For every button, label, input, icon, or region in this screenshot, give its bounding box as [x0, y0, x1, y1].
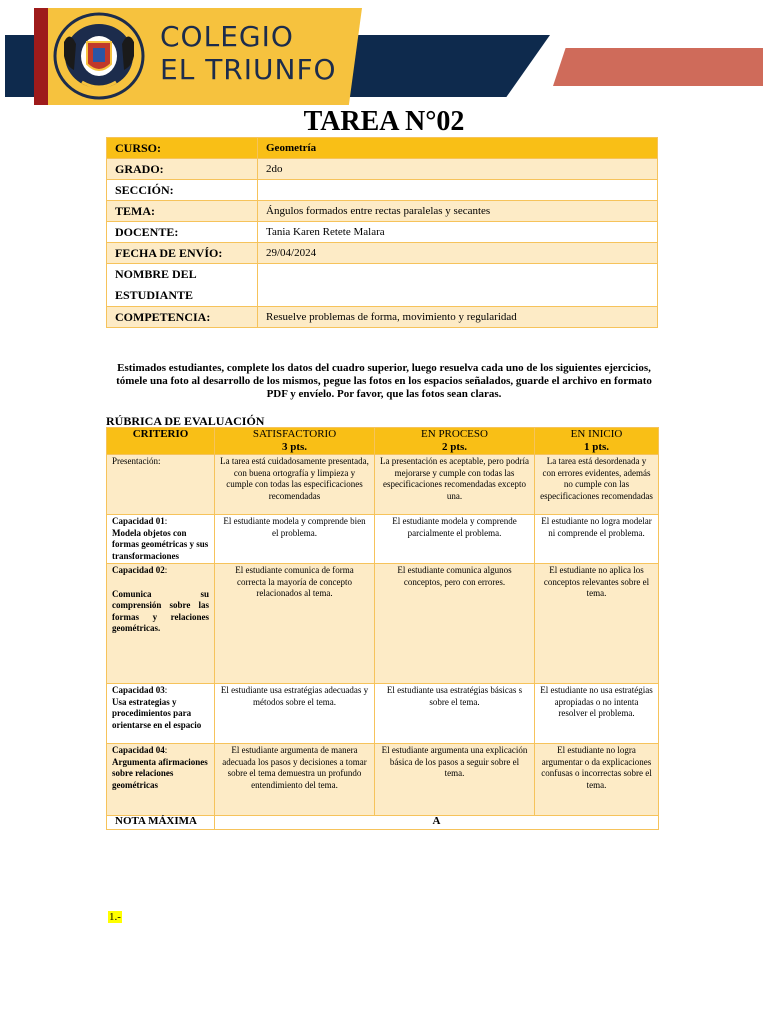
- rubric-row-capacidad-03: [107, 684, 659, 744]
- rubric-capacity: Capacidad 03: [112, 685, 165, 695]
- rubric-cell: El estudiante no logra modelar ni comprende el problema.: [535, 515, 659, 564]
- info-value: Geometría: [258, 138, 658, 159]
- rubric-capacity-desc: Usa estrategias y procedimientos para orientarse en el espacio: [112, 696, 202, 730]
- info-value: Tania Karen Retete Malara: [258, 222, 658, 243]
- info-label: CURSO:: [107, 138, 258, 159]
- info-row-seccion: [107, 180, 658, 201]
- header-left-stripe: [34, 8, 48, 105]
- rubric-cell: El estudiante argumenta una explicación básica de los pasos a seguir sobre el tema.: [375, 744, 535, 816]
- info-value: Resuelve problemas de forma, movimiento y regularidad: [258, 307, 658, 328]
- rubric-header-en-proceso: [375, 428, 535, 455]
- info-row-curso: [107, 138, 658, 159]
- rubric-header-en-inicio: [535, 428, 659, 455]
- school-name-line2: EL TRIUNFO: [160, 53, 337, 86]
- info-label: SECCIÓN:: [107, 180, 258, 201]
- info-value: 2do: [258, 159, 658, 180]
- rubric-header-row: [107, 428, 659, 455]
- rubric-cell: El estudiante comunica de forma correcta la mayoría de concepto relacionados al tema.: [215, 564, 375, 684]
- rubric-header-points: 3 pts.: [281, 441, 308, 453]
- rubric-criterion: Capacidad 03: Usa estrategias y procedimientos para orientarse en el espacio: [107, 684, 215, 744]
- page-title: TAREA N°02: [303, 106, 465, 137]
- info-row-nombre: [107, 264, 658, 307]
- info-label: NOMBRE DEL ESTUDIANTE: [107, 264, 258, 307]
- rubric-capacity: Capacidad 02: [112, 565, 165, 575]
- rubric-header-criterio: [107, 428, 215, 455]
- rubric-row-capacidad-04: [107, 744, 659, 816]
- school-name: [160, 20, 337, 86]
- info-label: GRADO:: [107, 159, 258, 180]
- rubric-title: RÚBRICA DE EVALUACIÓN: [106, 414, 265, 428]
- info-row-competencia: [107, 307, 658, 328]
- info-label: DOCENTE:: [107, 222, 258, 243]
- info-label: COMPETENCIA:: [107, 307, 258, 328]
- rubric-cell: El estudiante no logra argumentar o da explicaciones confusas o incorrectas sobre el tema.: [535, 744, 659, 816]
- rubric-row-capacidad-01: [107, 515, 659, 564]
- header-red-band: [553, 48, 763, 86]
- rubric-criterion: Presentación:: [107, 455, 215, 515]
- rubric-header-points: 1 pts.: [583, 441, 610, 453]
- rubric-capacity: Capacidad 01: [112, 516, 165, 526]
- rubric-capacity-desc: Comunica su comprensión sobre las formas y relaciones geométricas.: [112, 588, 209, 633]
- school-crest-logo: [52, 12, 146, 100]
- rubric-cell: El estudiante modela y comprende parcialmente el problema.: [375, 515, 535, 564]
- rubric-table: [106, 427, 659, 830]
- info-row-grado: [107, 159, 658, 180]
- info-label: FECHA DE ENVÍO:: [107, 243, 258, 264]
- info-row-tema: [107, 201, 658, 222]
- rubric-capacity: Capacidad 04: [112, 745, 165, 755]
- info-row-fecha: [107, 243, 658, 264]
- rubric-cell: El estudiante usa estratégias adecuadas y métodos sobre el tema.: [215, 684, 375, 744]
- rubric-header-satisfactorio: [215, 428, 375, 455]
- rubric-cell: La tarea está cuidadosamente presentada, con buena ortografía y limpieza y cumple con todas las especificaciones recomendadas: [215, 455, 375, 515]
- rubric-row-capacidad-02: [107, 564, 659, 684]
- rubric-cell: El estudiante comunica algunos conceptos, pero con errores.: [375, 564, 535, 684]
- rubric-header-label: EN PROCESO: [421, 428, 488, 440]
- school-name-line1: COLEGIO: [160, 20, 294, 53]
- rubric-capacity-desc: Argumenta afirmaciones sobre relaciones geométricas: [112, 756, 208, 790]
- question-1-label: 1.-: [109, 911, 121, 923]
- rubric-cell: El estudiante modela y comprende bien el problema.: [215, 515, 375, 564]
- info-row-docente: [107, 222, 658, 243]
- info-value: Ángulos formados entre rectas paralelas y secantes: [258, 201, 658, 222]
- rubric-header-label: CRITERIO: [132, 428, 189, 440]
- rubric-header-label: EN INICIO: [570, 428, 623, 440]
- nota-label: NOTA MÁXIMA: [107, 816, 215, 830]
- rubric-header-label: SATISFACTORIO: [252, 428, 337, 440]
- info-label: TEMA:: [107, 201, 258, 222]
- instructions-text: Estimados estudiantes, complete los datos del cuadro superior, luego resuelva cada uno de los siguientes ejercicios, tómele una foto al desarrollo de los mismos, pegue las fotos en los espacios señalados, guarde el archivo en formato PDF y envíelo. Por favor, que las fotos sean claras.: [116, 362, 652, 400]
- rubric-nota-row: [107, 816, 659, 830]
- rubric-cell: El estudiante no aplica los conceptos relevantes sobre el tema.: [535, 564, 659, 684]
- rubric-cell: La presentación es aceptable, pero podría mejorarse y cumple con todas las especificaciones recomendadas excepto una.: [375, 455, 535, 515]
- rubric-row-presentacion: [107, 455, 659, 515]
- nota-value: A: [215, 816, 659, 830]
- rubric-criterion: Capacidad 04: Argumenta afirmaciones sobre relaciones geométricas: [107, 744, 215, 816]
- rubric-cell: El estudiante no usa estratégias apropiadas o no intenta resolver el problema.: [535, 684, 659, 744]
- rubric-cell: El estudiante argumenta de manera adecuada los pasos y decisiones a tomar sobre el tema demuestra un profundo entendimiento del tema.: [215, 744, 375, 816]
- rubric-header-points: 2 pts.: [441, 441, 468, 453]
- info-value-seccion[interactable]: [258, 180, 658, 201]
- info-value-nombre[interactable]: [258, 264, 658, 307]
- rubric-criterion: Capacidad 02: Comunica su comprensión sobre las formas y relaciones geométricas.: [107, 564, 215, 684]
- rubric-capacity-desc: Modela objetos con formas geométricas y sus transformaciones: [112, 527, 209, 561]
- rubric-cell: El estudiante usa estratégias básicas s sobre el tema.: [375, 684, 535, 744]
- info-value: 29/04/2024: [258, 243, 658, 264]
- rubric-criterion: Capacidad 01: Modela objetos con formas geométricas y sus transformaciones: [107, 515, 215, 564]
- rubric-cell: La tarea está desordenada y con errores evidentes, además no cumple con las especificaciones recomendadas: [535, 455, 659, 515]
- student-info-table: [106, 137, 658, 328]
